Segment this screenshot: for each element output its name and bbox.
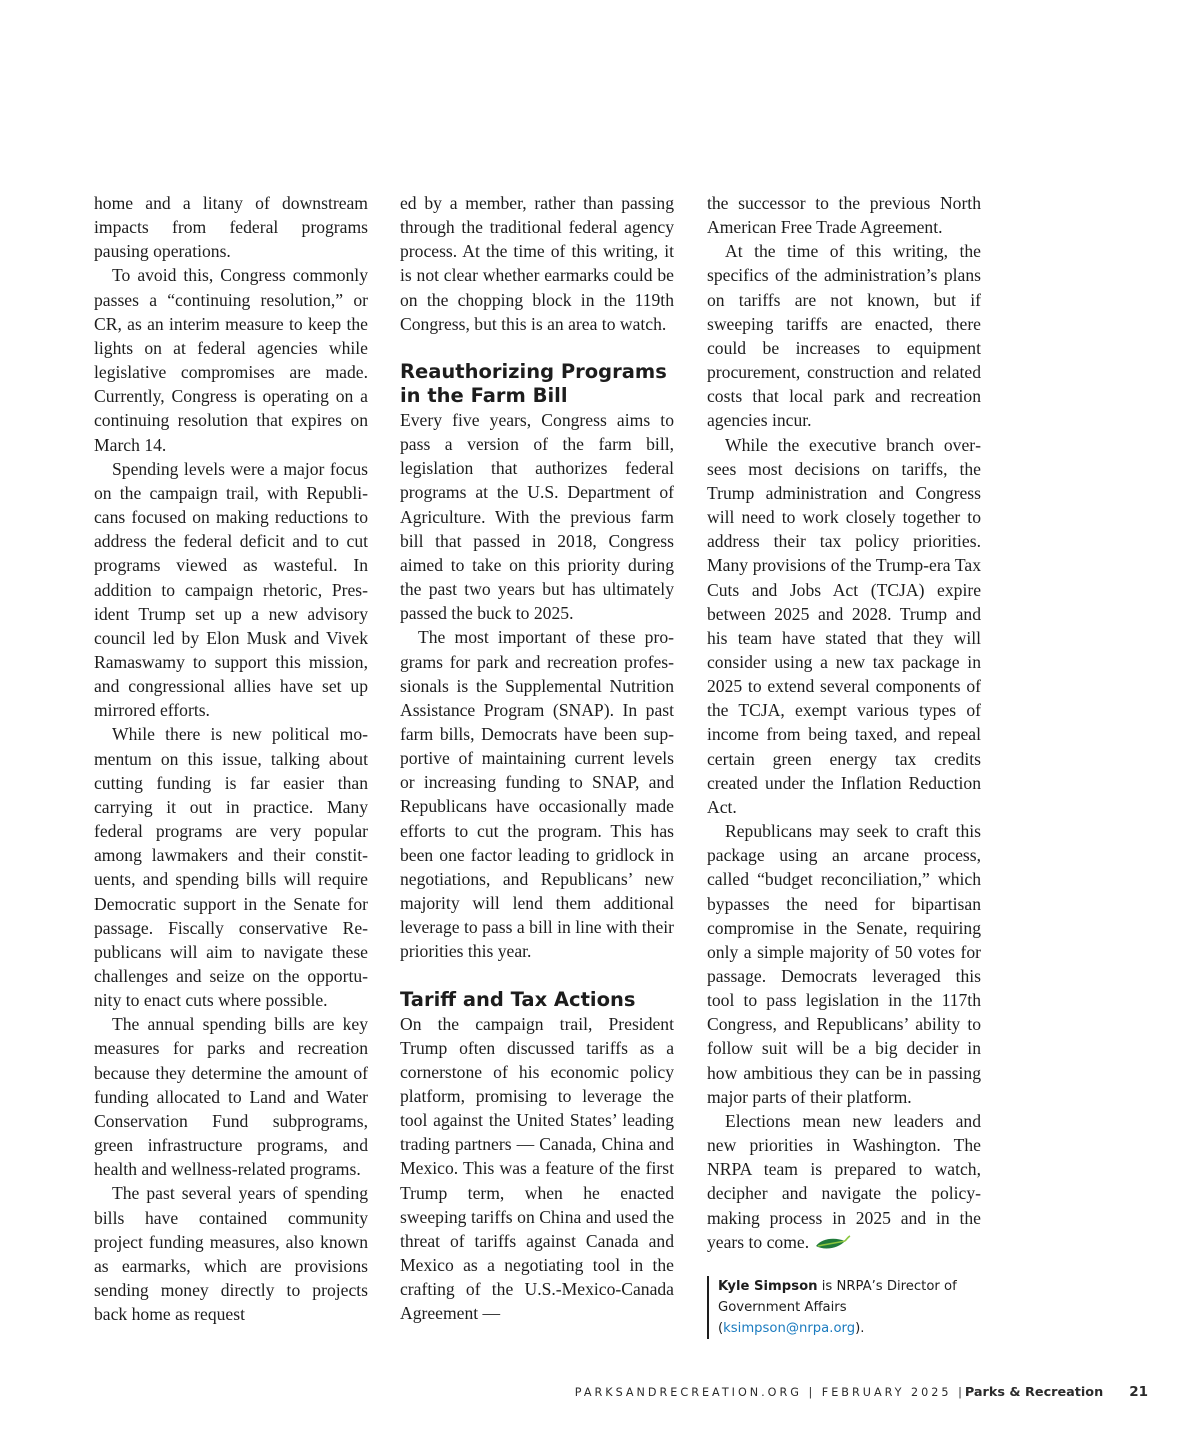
- closing-paragraph: [707, 1109, 981, 1254]
- paragraph: The past several years of spending bills have contained community project funding measures, also known as earmarks, which are provisions sending money directly to projects back home as request: [94, 1183, 368, 1325]
- paragraph: Republicans may seek to craft this package using an arcane process, called “budget reconciliation,” which bypasses the need for bipartisan compromise in the Senate, requiring only a simple majority of 50 votes for passage. Democrats leveraged this tool to pass legislation in the 117th Congress, and Republicans’ ability to follow suit will be a big decider in how ambitious they can be in passing major parts of their platform.: [707, 821, 981, 1107]
- paragraph: On the campaign trail, President Trump often discussed tariffs as a cornerstone of his economic policy platform, promising to leverage the tool against the United States’ leading trading partners — Canada, China and Mexico. This was a feature of the first Trump term, when he enacted sweeping tariffs on China and used the threat of tariffs against Canada and Mexico as a negotiating tool in the crafting of the U.S.-Mexico-Canada Agreement —: [400, 1013, 674, 1324]
- paragraph: The annual spending bills are key measures for parks and recreation because they determine the amount of funding allocated to Land and Water Conservation Fund subprograms, green infrastructure programs, and health and wellness-related programs.: [94, 1014, 368, 1180]
- footer-magazine-name: Parks & Recreation: [964, 1385, 1104, 1400]
- author-name: Kyle Simpson: [718, 1278, 818, 1294]
- author-title: is NRPA’s Director of Government Affairs (: [718, 1278, 957, 1336]
- paragraph: Every five years, Congress aims to pass a version of the farm bill, legislation that authorizes federal programs at the U.S. Department of Agriculture. With the previous farm bill that passed in 2018, Congress aimed to take on this priority during the past two years but has ultimately passed the buck to 2025.: [400, 409, 674, 624]
- paragraph: At the time of this writing, the specifics of the administration’s plans on tariffs are not known, but if sweeping tariffs are enacted, there could be increases to equipment procurement, construction and related costs that local park and recreation agencies incur.: [707, 241, 981, 431]
- author-email-link[interactable]: ksimpson@nrpa.org: [723, 1320, 856, 1336]
- author-bio: [707, 1276, 981, 1339]
- article-column-2: [400, 191, 674, 1326]
- paragraph: While there is new political momentum on this issue, talking about cutting funding is far easier than carrying it out in practice. Many federal programs are very popular among lawmakers and their constituents, and spending bills will require Democratic support in the Senate for passage. Fiscally conservative Republicans will aim to navigate these challenges and seize on the opportunity to enact cuts where possible.: [94, 724, 368, 1011]
- article-column-1: [94, 191, 368, 1326]
- article-column-3: [707, 191, 981, 1339]
- author-bio-close: ).: [855, 1320, 865, 1336]
- paragraph: To avoid this, Congress commonly passes a “continuing resolution,” or CR, as an interim measure to keep the lights on at federal agencies while legislative compromises are made. Currently, Congress is operating on a continuing resolution that expires on March 14.: [94, 265, 368, 455]
- paragraph: Spending levels were a major focus on the campaign trail, with Republicans focused on making reductions to address the federal deficit and to cut programs viewed as wasteful. In addition to campaign rhetoric, President Trump set up a new advisory council led by Elon Musk and Vivek Ramaswamy to support this mission, and congressional allies have set up mirrored efforts.: [94, 458, 368, 721]
- page-footer: [575, 1384, 1148, 1400]
- paragraph: home and a litany of downstream impacts from federal programs pausing operations.: [94, 193, 368, 262]
- paragraph: The most important of these programs for park and recreation professionals is the Supplemental Nutrition Assistance Program (SNAP). In past farm bills, Democrats have been supportive of maintaining current levels or increasing funding to SNAP, and Republicans have occasionally made efforts to cut the program. This has been one factor leading to gridlock in negotiations, and Republicans’ new majority will lend them additional leverage to pass a bill in line with their priorities this year.: [400, 627, 674, 962]
- section-heading-tariff-tax: Tariff and Tax Actions: [400, 987, 636, 1011]
- paragraph: While the executive branch oversees most decisions on tariffs, the Trump administration and Congress will need to work closely together to address their tax policy priorities. Many provisions of the Trump-era Tax Cuts and Jobs Act (TCJA) expire between 2025 and 2028. Trump and his team have stated that they will consider using a new tax package in 2025 to extend several components of the TCJA, exempt various types of income from being taxed, and repeal certain green energy tax credits created under the Inflation Reduction Act.: [707, 434, 981, 817]
- section-heading-farm-bill: Reauthorizing Programs in the Farm Bill: [400, 359, 667, 407]
- footer-site-date: PARKSANDRECREATION.ORG | FEBRUARY 2025 |: [574, 1386, 965, 1399]
- paragraph: ed by a member, rather than passing through the traditional federal agency process. At the time of this writing, it is not clear whether earmarks could be on the chopping block in the 119th Congress, but this is an area to watch.: [400, 193, 674, 334]
- page-number: 21: [1129, 1384, 1148, 1400]
- leaf-icon: [815, 1235, 851, 1253]
- closing-text: Elections mean new leaders and new priorities in Washington. The NRPA team is prepared to watch, decipher and navigate the policymaking process in 2025 and in the years to come.: [707, 1110, 981, 1252]
- paragraph: the successor to the previous North American Free Trade Agreement.: [707, 193, 981, 238]
